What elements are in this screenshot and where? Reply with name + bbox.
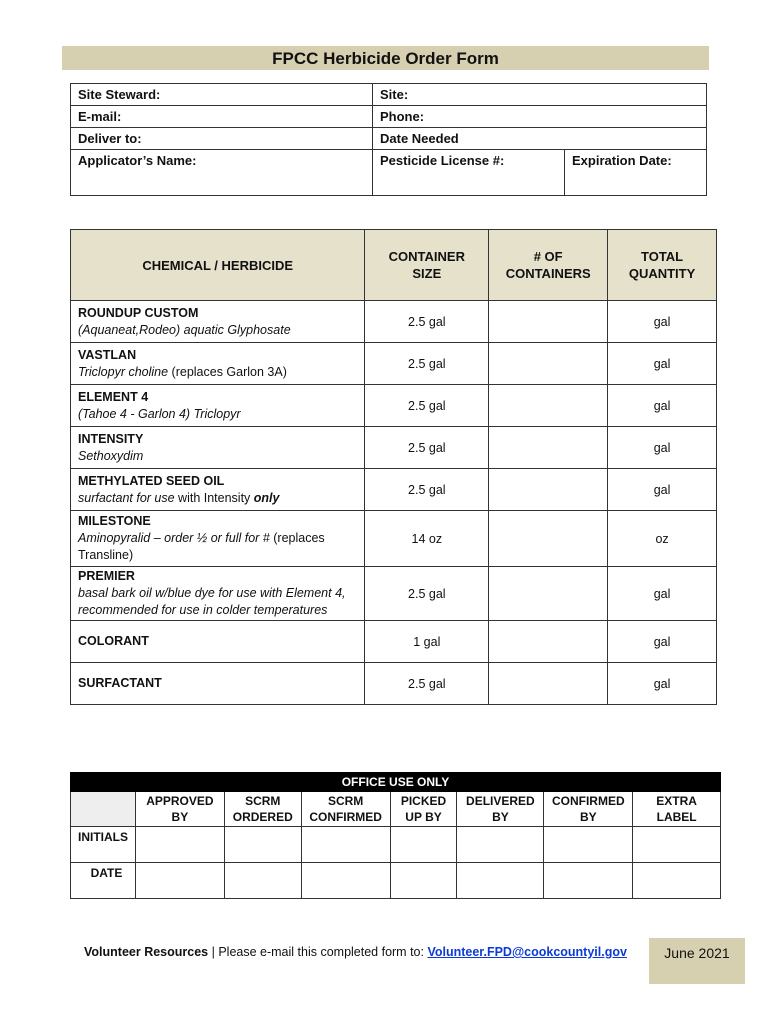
num-containers-input[interactable]	[489, 385, 608, 427]
office-cell[interactable]	[390, 863, 457, 899]
office-cell[interactable]	[633, 863, 721, 899]
container-size-cell: 1 gal	[365, 621, 489, 663]
total-unit-cell[interactable]: gal	[608, 343, 717, 385]
chemical-name-cell: INTENSITY Sethoxydim	[71, 427, 365, 469]
total-unit-cell[interactable]: gal	[608, 469, 717, 511]
herbicide-table	[70, 229, 717, 705]
chemical-name-cell: ELEMENT 4 (Tahoe 4 - Garlon 4) Triclopyr	[71, 385, 365, 427]
total-unit-cell[interactable]: gal	[608, 301, 717, 343]
office-cell[interactable]	[457, 863, 544, 899]
total-unit-cell[interactable]: gal	[608, 663, 717, 705]
column-header: PICKED UP BY	[390, 792, 457, 827]
total-unit-cell[interactable]: gal	[608, 621, 717, 663]
column-header: SCRM ORDERED	[224, 792, 301, 827]
phone-field[interactable]: Phone:	[373, 106, 707, 128]
column-header: CONFIRMED BY	[544, 792, 633, 827]
column-header: EXTRA LABEL	[633, 792, 721, 827]
office-cell[interactable]	[457, 827, 544, 863]
total-quantity-header: TOTAL QUANTITY	[608, 230, 717, 301]
office-use-header: OFFICE USE ONLY	[71, 773, 721, 792]
column-header: SCRM CONFIRMED	[301, 792, 390, 827]
office-cell[interactable]	[544, 863, 633, 899]
pesticide-license-field[interactable]: Pesticide License #:	[373, 150, 565, 196]
container-size-cell: 2.5 gal	[365, 663, 489, 705]
container-size-cell: 2.5 gal	[365, 469, 489, 511]
num-containers-input[interactable]	[489, 301, 608, 343]
footer-instructions: Volunteer Resources | Please e-mail this completed form to: Volunteer.FPD@cookcountyil.gov	[84, 945, 627, 959]
chemical-name-cell: MILESTONE Aminopyralid – order ½ or full for # (replaces Transline)	[71, 511, 365, 567]
chemical-name-cell: SURFACTANT	[71, 663, 365, 705]
column-header: APPROVED BY	[135, 792, 224, 827]
chemical-name-cell: VASTLAN Triclopyr choline (replaces Garlon 3A)	[71, 343, 365, 385]
form-title: FPCC Herbicide Order Form	[62, 46, 709, 70]
container-size-cell: 2.5 gal	[365, 343, 489, 385]
num-containers-input[interactable]	[489, 621, 608, 663]
container-size-cell: 2.5 gal	[365, 567, 489, 621]
office-cell[interactable]	[135, 863, 224, 899]
site-field[interactable]: Site:	[373, 84, 707, 106]
office-cell[interactable]	[224, 827, 301, 863]
container-size-cell: 14 oz	[365, 511, 489, 567]
date-needed-field[interactable]: Date Needed	[373, 128, 707, 150]
office-cell[interactable]	[301, 863, 390, 899]
chemical-name-cell: METHYLATED SEED OIL surfactant for use with Intensity only	[71, 469, 365, 511]
row-label-date: DATE	[71, 863, 136, 899]
office-cell[interactable]	[633, 827, 721, 863]
total-unit-cell[interactable]: gal	[608, 427, 717, 469]
office-cell[interactable]	[301, 827, 390, 863]
num-containers-input[interactable]	[489, 663, 608, 705]
total-unit-cell[interactable]: gal	[608, 385, 717, 427]
contact-info-table	[70, 83, 707, 196]
num-containers-input[interactable]	[489, 567, 608, 621]
container-size-cell: 2.5 gal	[365, 301, 489, 343]
total-unit-cell[interactable]: oz	[608, 511, 717, 567]
column-header: DELIVERED BY	[457, 792, 544, 827]
footer-org: Volunteer Resources	[84, 945, 209, 959]
chemical-name-cell: ROUNDUP CUSTOM (Aquaneat,Rodeo) aquatic Glyphosate	[71, 301, 365, 343]
office-use-table	[70, 772, 721, 899]
total-unit-cell[interactable]: gal	[608, 567, 717, 621]
chemical-name-cell: PREMIER basal bark oil w/blue dye for use with Element 4, recommended for use in colder temperatures	[71, 567, 365, 621]
site-steward-field[interactable]: Site Steward:	[71, 84, 373, 106]
chemical-name-cell: COLORANT	[71, 621, 365, 663]
row-label-initials: INITIALS	[71, 827, 136, 863]
num-containers-input[interactable]	[489, 469, 608, 511]
container-size-cell: 2.5 gal	[365, 385, 489, 427]
blank-header-cell	[71, 792, 136, 827]
num-containers-input[interactable]	[489, 343, 608, 385]
form-date-badge: June 2021	[649, 938, 745, 984]
email-link[interactable]: Volunteer.FPD@cookcountyil.gov	[427, 945, 627, 959]
deliver-to-field[interactable]: Deliver to:	[71, 128, 373, 150]
expiration-date-field[interactable]: Expiration Date:	[565, 150, 707, 196]
office-cell[interactable]	[224, 863, 301, 899]
num-containers-header: # OF CONTAINERS	[489, 230, 608, 301]
applicator-name-field[interactable]: Applicator’s Name:	[71, 150, 373, 196]
office-cell[interactable]	[135, 827, 224, 863]
chemical-header: CHEMICAL / HERBICIDE	[71, 230, 365, 301]
office-cell[interactable]	[390, 827, 457, 863]
container-size-header: CONTAINER SIZE	[365, 230, 489, 301]
office-cell[interactable]	[544, 827, 633, 863]
container-size-cell: 2.5 gal	[365, 427, 489, 469]
num-containers-input[interactable]	[489, 427, 608, 469]
email-field[interactable]: E-mail:	[71, 106, 373, 128]
num-containers-input[interactable]	[489, 511, 608, 567]
